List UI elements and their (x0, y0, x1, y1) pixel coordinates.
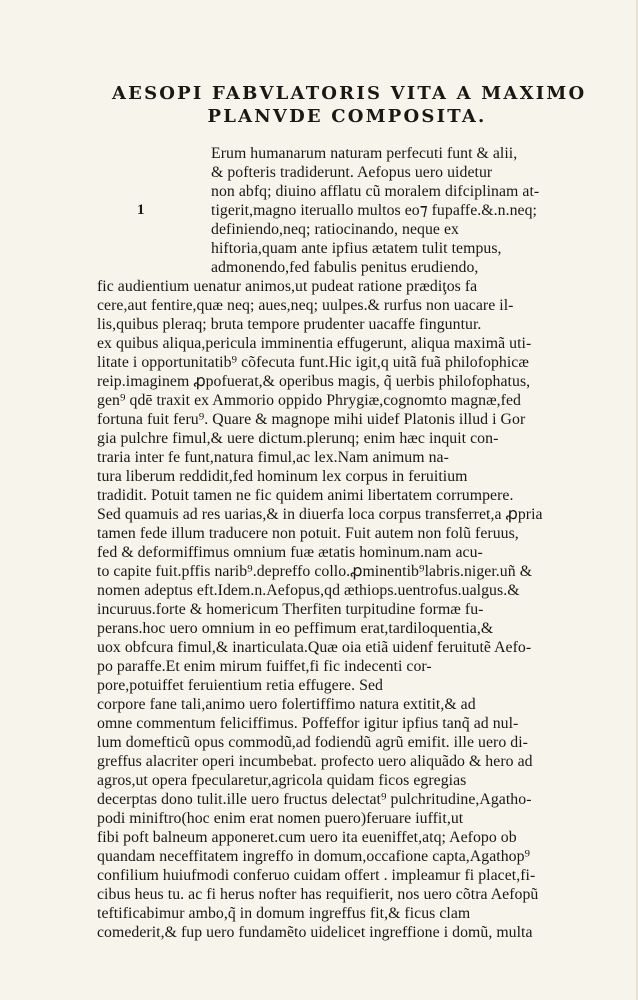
text-line: teftificabimur ambo,q̃ in domum ingreffus fit,& ficus clam (97, 905, 471, 922)
text-line: lum domefticũ opus commodũ,ad fodiendũ agrũ emifit. ille uero di- (97, 734, 528, 751)
text-line: cibus heus tu. ac fi herus nofter has requifierit, nos uero cõtra Aefopũ (97, 886, 539, 903)
text-line: hiftoria,quam ante ipfius ætatem tulit tempus, (211, 240, 502, 257)
text-line: tigerit,magno iteruallo multos eo⁊ fupaffe.&.n.neq; (211, 202, 537, 219)
text-line: fortuna fuit feru⁹. Quare & magnope mihi uidef Platonis illud i Gor (97, 411, 526, 428)
text-line: decerptas dono tulit.ille uero fructus delectat⁹ pulchritudine,Agatho- (97, 791, 532, 808)
text-line: reip.imaginem ꝓpofuerat,& operibus magis, q̃ uerbis philofophatus, (97, 373, 531, 390)
text-line: gia pulchre fimul,& uere dictum.plerunq; enim hæc inquit con- (97, 430, 499, 447)
text-line: tradidit. Potuit tamen ne fic quidem animi libertatem corrumpere. (97, 487, 514, 504)
title-line-1: AESOPI FABVLATORIS VITA A MAXIMO (112, 83, 587, 104)
text-line: fic audientium uenatur animos,ut pudeat ratione prædiţos fa (97, 278, 478, 295)
marginal-number: 1 (137, 202, 145, 218)
title-line-2: PLANVDE COMPOSITA. (207, 106, 487, 127)
text-line: comederit,& fup uero fundamẽto uidelicet ingreffione i domũ, multa (97, 924, 533, 941)
text-line: & pofteris tradiderunt. Aefopus uero uidetur (211, 164, 493, 181)
text-line: litate i opportunitatib⁹ cõfecuta funt.Hic igit,q uitã fuã philofophicæ (97, 354, 529, 371)
text-line: quandam neceffitatem ingreffo in domum,occafione capta,Agathop⁹ (97, 848, 531, 865)
text-line: podi miniftro(hoc enim erat nomen puero)feruare iuffit,ut (97, 810, 464, 827)
text-line: incuruus.forte & homericum Therfiten turpitudine formæ fu- (97, 601, 484, 618)
text-line: to capite fuit.pffis narib⁹.depreffo collo.ꝓminentib⁹labris.niger.uñ & (97, 563, 533, 580)
text-line: cere,aut fentire,quæ neq; aues,neq; uulpes.& rurfus non uacare il- (97, 297, 514, 314)
text-line: lis,quibus pleraq; bruta tempore prudenter uacaffe finguntur. (97, 316, 482, 333)
text-line: uox obfcura fimul,& inarticulata.Quæ oia etiã uidenf feruitutẽ Aefo- (97, 639, 532, 656)
text-line: greffus alacriter operi incumbebat. profecto uero aliquãdo & hero ad (97, 753, 533, 770)
text-line: po paraffe.Et enim mirum fuiffet,fi fic indecenti cor- (97, 658, 432, 675)
text-line: Erum humanarum naturam perfecuti funt & alii, (211, 145, 518, 162)
text-line: omne commentum feliciffimus. Poffeffor igitur ipfius tanq̃ ad nul- (97, 715, 519, 732)
text-line: gen⁹ qdē traxit ex Ammorio oppido Phrygiæ,cognomto magnæ,fed (97, 392, 521, 409)
text-line: pore,potuiffet feruientium retia effugere. Sed (97, 677, 383, 694)
text-line: nomen adeptus eft.Idem.n.Aefopus,qd æthiops.uentrofus.ualgus.& (97, 582, 520, 599)
text-line: admonendo,fed fabulis penitus erudiendo, (211, 259, 479, 276)
text-line: ex quibus aliqua,pericula imminentia effugerunt, aliqua maximã uti- (97, 335, 532, 352)
text-line: tura liberum reddidit,fed hominum lex corpus in feruitium (97, 468, 468, 485)
text-line: non abfq; diuino afflatu cũ moralem difciplinam at- (211, 183, 540, 200)
text-line: fibi poft balneum apponeret.cum uero ita eueniffet,atq; Aefopo ob (97, 829, 517, 846)
text-line: agros,ut opera fpecularetur,agricola quidam ficos egregias (97, 772, 467, 789)
text-line: perans.hoc uero omnium in eo peffimum erat,tardiloquentia,& (97, 620, 494, 637)
text-line: confilium huiufmodi conferuo cuidam offert . impleamur fi placet,fi- (97, 867, 536, 884)
text-line: tamen fede illum traducere non potuit. Fuit autem non folũ feruus, (97, 525, 519, 542)
text-line: traria inter fe funt,natura fimul,ac lex.Nam animum na- (97, 449, 449, 466)
text-line: corpore fane tali,animo uero folertiffimo natura extitit,& ad (97, 696, 476, 713)
text-line: definiendo,neq; ratiocinando, neque ex (211, 221, 459, 238)
text-line: Sed quamuis ad res uarias,& in diuerfa loca corpus transferret,a ꝓpria (97, 506, 543, 523)
text-line: fed & deformiffimus omnium fuæ ætatis hominum.nam acu- (97, 544, 483, 561)
